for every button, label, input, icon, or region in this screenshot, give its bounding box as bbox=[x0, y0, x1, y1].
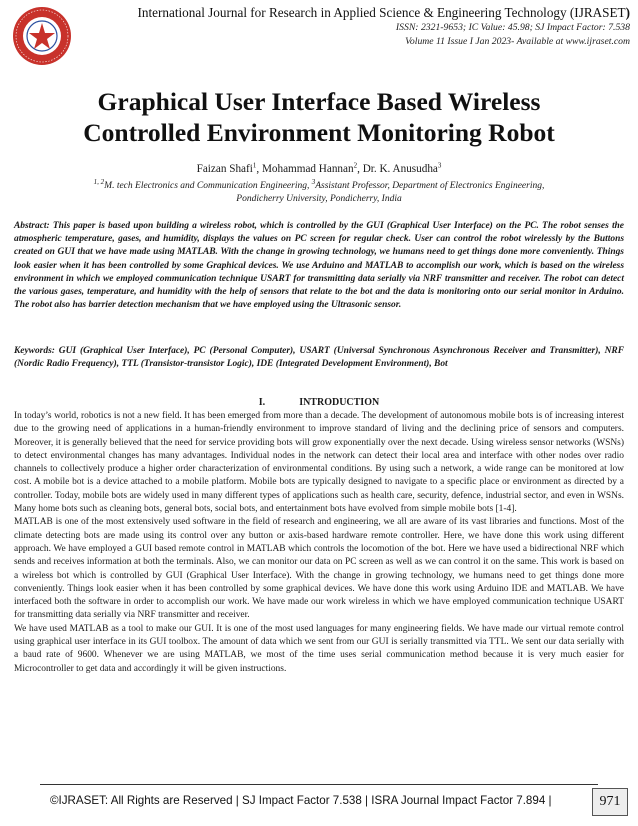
author-name: Faizan Shafi bbox=[196, 163, 253, 175]
section-heading bbox=[14, 396, 624, 409]
footer-text: ©IJRASET: All Rights are Reserved | SJ Impact Factor 7.538 | ISRA Journal Impact Factor 7.894 | bbox=[50, 794, 552, 807]
section-number: I. bbox=[258, 397, 266, 408]
volume-line: Volume 11 Issue I Jan 2023- Available at www.ijraset.com bbox=[405, 36, 630, 47]
title-line-1: Graphical User Interface Based Wireless bbox=[97, 87, 541, 116]
issn-line: ISSN: 2321-9653; IC Value: 45.98; SJ Impact Factor: 7.538 bbox=[395, 22, 630, 33]
section-title: INTRODUCTION bbox=[299, 397, 380, 408]
journal-header bbox=[80, 4, 630, 49]
paper-title bbox=[20, 86, 618, 148]
paragraph: MATLAB is one of the most extensively used software in the field of research and engineering, we all are aware of its vast libraries and functions. Most of the climate detecting bots are made using its control over any button or axis-based hardware remote controller. Here, we have done this work using different approach. We have employed a GUI based remote control in MATLAB which controls the locomotion of the bot. Here we have used a bidirectional NRF which sends and receives information at both the terminals. Also, we can monitor our data on PC screen as well as we can control it on the same. This work is based on a wireless bot which is controlled by GUI (Graphical User Interface). With the change in growing technology, we humans need to get things done more conveniently. Things look easier when it has been controlled by some graphical devices. We have done this work using Arduino IDE and MATLAB. We have interfaced both the software in order to accomplish our work. We have made our work wireless in which we have employed communication technique USART for transmitting data serially via NRF transmitter and receiver. bbox=[14, 517, 624, 621]
journal-title: International Journal for Research in Applied Science & Engineering Technology (IJRASET) bbox=[137, 5, 630, 20]
author-list: Faizan Shafi$^1$, Mohammad Hannan$^2$, Dr. K. Anusudha$^3$ bbox=[196, 161, 442, 175]
affiliation: $^{1, 2}$M. tech Electronics and Communication Engineering, $^3$Assistant Professor, Department of Electronics Engineering, Pondicherry University, Pondicherry, India bbox=[93, 177, 545, 204]
keywords: Keywords: GUI (Graphical User Interface), PC (Personal Computer), USART (Universal Synchronous Asynchronous Receiver and Transmitter), NRF (Nordic Radio Frequency), TTL (Transistor-transistor Logic), IDE (Integrated Development Environment), Bot bbox=[14, 346, 624, 370]
page-number: 971 bbox=[592, 788, 628, 816]
introduction-body bbox=[14, 410, 624, 676]
journal-logo bbox=[12, 6, 72, 66]
abstract: Abstract: This paper is based upon building a wireless robot, which is controlled by the GUI (Graphical User Interface) on the PC. The robot senses the atmospheric temperature, gases, and humidity, displays the values on PC screen for regular check. User can control the robot wirelessly by the Buttons created on GUI that we have made using MATLAB. With the change in growing technology, we humans need to get things done more conveniently. Things look easier when it has been controlled by some Graphical devices. We use Arduino and MATLAB to accomplish our work, which is based on the wireless environment in which we employed communication technique USART for transmitting data serially via NRF transmitter and receiver. The robot can detect the various gases, temperature, and humidity with the help of sensors that relate to the bot and the data is monitoring onto our serial monitor in Arduino. The robot also has barrier detection mechanism that we have employed using the Ultrasonic sensor. bbox=[14, 221, 624, 311]
title-line-2: Controlled Environment Monitoring Robot bbox=[83, 118, 555, 147]
footer-divider bbox=[40, 784, 598, 785]
author-name: Dr. K. Anusudha bbox=[362, 163, 438, 175]
author-name: Mohammad Hannan bbox=[261, 163, 354, 175]
paragraph: In today’s world, robotics is not a new field. It has been emerged from more than a decade. The development of autonomous mobile bots is of increasing interest due to the growing need of applications in a human-friendly environment to improve standard of living and the declining price of sensors and computers. Moreover, it is generally believed that the need for service providing bots will grow exponentially over the next decade. Using wireless sensor networks (WSNs) to detect environmental changes has many advantages. Individual nodes in the network can detect their local area and interface with other nodes over radio channels to collectively produce a higher order characterization of environmental conditions. By using such a network, a wide range can be monitored at low cost. A mobile bot is a device attached to a mobile platform. Mobile bots are typically designed to navigate to a specific place or environment as directed by a controller. Today, mobile bots are widely used in many different types of applications such as health care, security, defence, industrial sector, and even in WSNs. Many home bots such as cleaning bots, general bots, social bots, and entertainment bots have evolved from simple mobile bots [1-4]. bbox=[14, 411, 624, 515]
paragraph: We have used MATLAB as a tool to make our GUI. It is one of the most used languages for many engineering fields. We have made our virtual remote control using graphical user interface in its GUI toolbox. The amount of data which we sent from our GUI is serially transmitted via TTL. We sent our data serially with a baud rate of 9600. Whenever we are using MATLAB, we most of the time uses serial communication method because it is very much easier for Microcontroller to get data and accordingly it will be given instructions. bbox=[14, 623, 624, 674]
